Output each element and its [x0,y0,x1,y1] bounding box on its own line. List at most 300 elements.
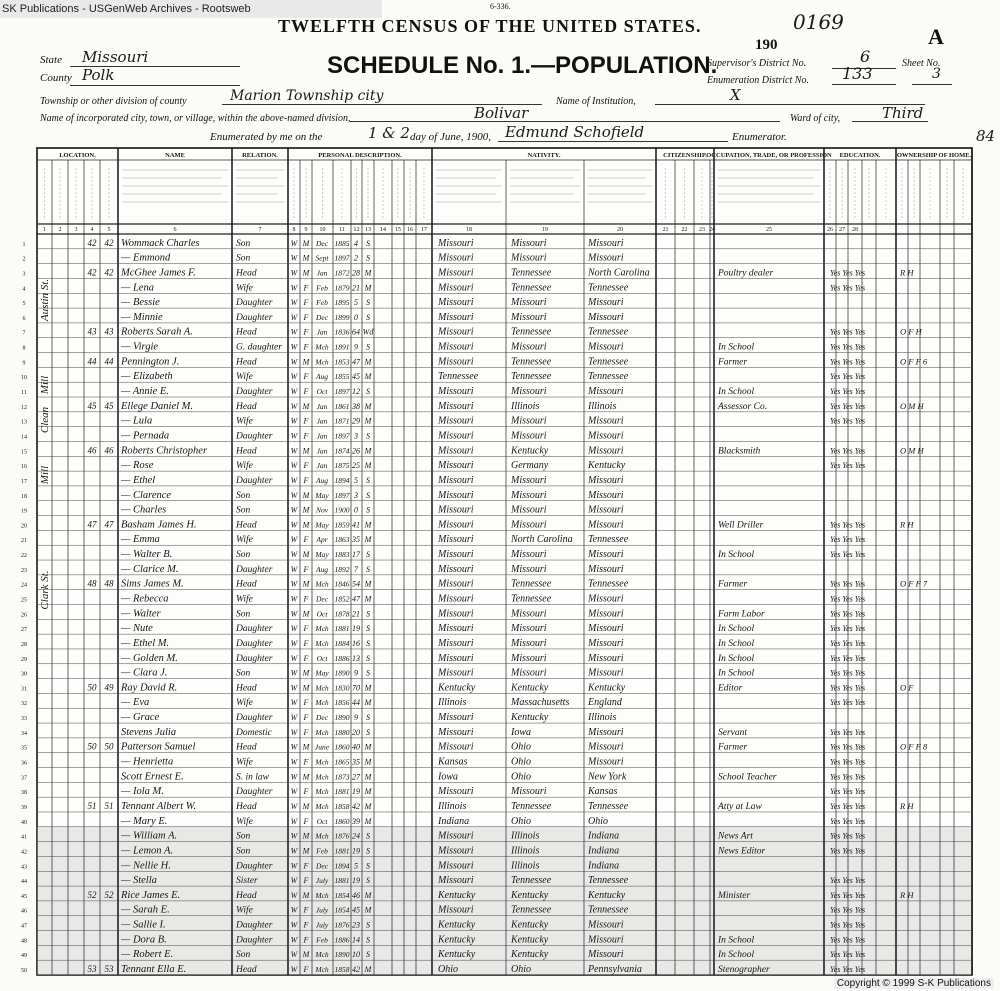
row-own: R H [900,267,914,278]
row-year: 1890 [334,950,350,960]
row-father-bp: Missouri [511,311,547,323]
row-year: 1881 [334,876,350,886]
row-edu: Yes Yes Yes [830,965,866,974]
row-dwelling: 46 [87,445,97,456]
row-year: 1881 [334,787,350,797]
row-color: W [290,594,298,604]
row-birthplace: Kentucky [438,949,476,961]
row-color: W [290,950,298,960]
row-birthplace: Kentucky [438,889,476,901]
row-age: 70 [352,683,360,693]
row-month: Oct [316,653,328,663]
row-year: 1876 [334,920,350,930]
row-sex: M [302,357,310,367]
row-color: W [290,668,298,678]
row-age: 42 [352,801,360,811]
row-line: 31 [21,686,27,693]
row-month: Dec [315,312,329,322]
row-month: Oct [316,816,328,826]
row-line: 1 [22,241,26,248]
row-line: 3 [22,271,26,278]
row-color: W [290,890,298,900]
row-mother-bp: Kentucky [588,460,626,472]
row-year: 1853 [334,357,350,367]
row-edu: Yes Yes Yes [830,550,866,560]
row-mother-bp: Missouri [588,489,624,501]
row-marital: M [364,461,372,471]
row-marital: S [366,713,370,723]
row-marital: S [366,475,370,485]
column-group-title: RELATION. [242,152,278,159]
row-year: 1895 [334,298,350,308]
row-father-bp: Tennessee [511,282,552,294]
row-name: Ray David R. [121,682,178,694]
page-title: TWELFTH CENSUS OF THE UNITED STATES. [278,16,702,36]
row-relation: Wife [236,372,253,383]
row-color: W [290,935,298,945]
column-number: 28 [852,227,858,233]
row-color: W [290,831,298,841]
row-line: 25 [21,597,27,604]
row-color: W [290,564,298,574]
row-month: July [315,876,329,886]
row-mother-bp: Pennsylvania [588,964,642,975]
row-color: W [290,401,298,411]
row-age: 19 [352,846,360,856]
row-mother-bp: Kentucky [588,682,626,694]
row-edu: Yes Yes Yes [830,801,866,811]
row-line: 19 [21,508,27,515]
column-number: 11 [339,227,345,233]
row-month: Mch [315,727,329,737]
row-relation: Son [236,609,251,620]
row-relation: Head [236,357,257,368]
row-month: Dec [315,713,329,723]
row-sex: M [302,609,310,619]
column-group-title: NATIVITY. [527,152,561,159]
row-age: 54 [352,579,360,589]
row-edu: Yes Yes Yes [830,401,866,411]
row-father-bp: Tennessee [511,267,552,279]
row-relation: Wife [236,698,253,709]
row-relation: Son [236,668,251,679]
row-relation: Son [236,846,251,857]
row-occupation: Assessor Co. [718,401,768,412]
row-name: — Rose [121,460,154,472]
row-month: Mch [315,757,329,767]
row-birthplace: Kentucky [438,919,476,931]
row-year: 1881 [334,624,350,634]
row-relation: Daughter [236,475,273,486]
row-edu: Yes Yes Yes [830,683,866,693]
row-sex: F [303,342,309,352]
row-name: Tennant Albert W. [121,800,197,812]
row-color: W [290,268,298,278]
row-age: 20 [352,727,360,737]
row-own: O F F 7 [900,578,928,589]
row-color: W [290,253,298,263]
row-line: 17 [21,478,27,485]
enum-district-label: Enumeration District No. [707,75,809,86]
row-relation: Head [236,801,257,812]
row-birthplace: Missouri [438,415,474,427]
row-marital: M [364,698,372,708]
row-sex: F [303,965,309,974]
row-birthplace: Missouri [438,311,474,323]
row-dwelling: 43 [87,326,97,337]
row-relation: Head [236,742,257,753]
row-line: 49 [21,953,27,960]
row-year: 1860 [334,816,350,826]
row-father-bp: Missouri [511,667,547,679]
row-marital: M [364,594,372,604]
row-age: 5 [354,475,358,485]
row-birthplace: Missouri [438,712,474,724]
row-year: 1894 [334,475,350,485]
row-family: 51 [104,800,114,811]
row-sex: F [303,935,309,945]
row-edu: Yes Yes Yes [830,935,866,945]
row-relation: Head [236,683,257,694]
row-age: 4 [354,238,358,248]
row-birthplace: Kentucky [438,934,476,946]
row-edu: Yes Yes Yes [830,653,866,663]
row-month: Mch [315,772,329,782]
row-marital: S [366,253,370,263]
row-name: — Nellie H. [121,860,171,872]
row-age: 0 [354,312,358,322]
state-label: State [40,54,62,66]
row-relation: Son [236,490,251,501]
row-birthplace: Missouri [438,445,474,457]
row-age: 9 [354,713,358,723]
row-color: W [290,475,298,485]
row-sex: F [303,298,309,308]
column-number: 9 [304,227,308,233]
column-number: 3 [74,227,78,233]
row-family: 45 [104,400,114,411]
row-father-bp: Missouri [511,474,547,486]
row-sex: M [302,490,310,500]
row-line: 36 [21,760,27,767]
row-father-bp: Kentucky [511,949,549,961]
row-age: 45 [352,372,360,382]
row-dwelling: 47 [87,519,97,530]
township-value: Marion Township city [230,88,384,104]
row-marital: M [364,683,372,693]
row-edu: Yes Yes Yes [830,876,866,886]
row-line: 29 [21,656,27,663]
row-mother-bp: Tennessee [588,578,629,590]
row-month: Mch [315,357,329,367]
row-age: 0 [354,505,358,515]
row-age: 21 [352,283,360,293]
row-marital: S [366,490,370,500]
row-occupation: In School [718,935,755,946]
row-father-bp: Missouri [511,489,547,501]
row-father-bp: Ohio [511,741,531,753]
row-relation: Wife [236,757,253,768]
row-relation: Son [236,831,251,842]
row-sex: F [303,816,309,826]
row-line: 40 [21,819,27,826]
column-number: 19 [542,227,548,233]
row-sex: F [303,387,309,397]
row-father-bp: Iowa [511,726,531,738]
row-month: Sept [315,253,329,263]
row-birthplace: Missouri [438,904,474,916]
row-relation: Daughter [236,787,273,798]
row-relation: Head [236,268,257,279]
row-name: Tennant Ella E. [121,964,187,975]
row-relation: Wife [236,816,253,827]
row-marital: M [364,268,372,278]
county-value: Polk [82,66,115,84]
row-own: O F [900,682,914,693]
row-birthplace: Missouri [438,608,474,620]
row-relation: Daughter [236,653,273,664]
row-marital: M [364,890,372,900]
row-marital: S [366,861,370,871]
row-age: 42 [352,965,360,974]
row-name: Pennington J. [121,356,180,368]
row-color: W [290,372,298,382]
row-relation: Daughter [236,713,273,724]
row-sex: M [302,668,310,678]
row-line: 33 [21,716,27,723]
row-father-bp: Kentucky [511,445,549,457]
column-number: 20 [617,227,623,233]
row-relation: Daughter [236,920,273,931]
row-color: W [290,624,298,634]
row-mother-bp: Missouri [588,549,624,561]
row-sex: M [302,238,310,248]
row-marital: S [366,312,370,322]
row-sex: F [303,475,309,485]
row-mother-bp: Kansas [588,786,618,798]
row-birthplace: Missouri [438,623,474,635]
row-line: 39 [21,804,27,811]
row-mother-bp: Missouri [588,445,624,457]
row-age: 25 [352,461,360,471]
row-occupation: Servant [718,727,748,738]
row-color: W [290,965,298,974]
row-father-bp: Ohio [511,815,531,827]
row-mother-bp: Tennessee [588,282,629,294]
row-mother-bp: Tennessee [588,534,629,546]
row-dwelling: 45 [87,400,97,411]
row-family: 44 [104,356,114,367]
row-relation: Daughter [236,935,273,946]
row-year: 1885 [334,238,350,248]
row-age: 47 [352,357,360,367]
column-number: 6 [173,227,177,233]
row-sex: M [302,801,310,811]
row-line: 13 [21,419,27,426]
row-month: Aug [315,564,329,574]
row-edu: Yes Yes Yes [830,387,866,397]
row-year: 1861 [334,401,350,411]
column-group-title: OCCUPATION, TRADE, OR PROFESSION [706,152,832,159]
row-father-bp: Missouri [511,549,547,561]
row-month: Feb [316,298,328,308]
row-age: 29 [352,416,360,426]
row-sex: M [302,772,310,782]
row-age: 47 [352,594,360,604]
row-marital: M [364,535,372,545]
row-father-bp: Tennessee [511,904,552,916]
row-relation: Son [236,950,251,961]
row-year: 1892 [334,564,350,574]
row-mother-bp: Missouri [588,504,624,516]
row-age: 3 [354,490,358,500]
row-line: 47 [21,923,27,930]
row-edu: Yes Yes Yes [830,757,866,767]
row-name: Sims James M. [121,578,184,590]
row-birthplace: Missouri [438,504,474,516]
row-sex: M [302,890,310,900]
row-relation: Daughter [236,312,273,323]
row-marital: S [366,342,370,352]
row-relation: Head [236,401,257,412]
row-year: 1890 [334,713,350,723]
row-age: 14 [352,935,360,945]
row-father-bp: Ohio [511,771,531,783]
row-month: Mch [315,698,329,708]
row-edu: Yes Yes Yes [830,638,866,648]
row-relation: Daughter [236,431,273,442]
row-father-bp: Missouri [511,563,547,575]
row-occupation: News Art [718,831,753,842]
row-edu: Yes Yes Yes [830,609,866,619]
row-line: 6 [22,315,26,322]
row-sex: F [303,312,309,322]
row-age: 3 [354,431,358,441]
row-father-bp: Missouri [511,252,547,264]
row-line: 20 [21,523,27,530]
row-birthplace: Indiana [438,815,470,827]
row-name: — Lemon A. [121,845,174,857]
row-year: 1897 [334,253,350,263]
row-age: 5 [354,861,358,871]
row-marital: S [366,876,370,886]
row-edu: Yes Yes Yes [830,742,866,752]
row-age: 41 [352,520,360,530]
row-year: 1891 [334,342,350,352]
row-color: W [290,535,298,545]
row-edu: Yes Yes Yes [830,698,866,708]
row-line: 37 [21,775,27,782]
row-father-bp: Missouri [511,430,547,442]
column-number: 16 [407,227,413,233]
row-age: 2 [354,253,358,263]
row-family: 46 [104,445,114,456]
row-line: 34 [21,730,27,737]
row-name: Wommack Charles [121,237,200,249]
row-mother-bp: Tennessee [588,800,629,812]
county-label: County [40,72,72,84]
row-mother-bp: Missouri [588,667,624,679]
row-mother-bp: Missouri [588,341,624,353]
row-color: W [290,683,298,693]
row-birthplace: Tennessee [438,371,479,383]
row-color: W [290,920,298,930]
row-sex: M [302,683,310,693]
row-color: W [290,742,298,752]
row-name: — Lula [121,415,153,427]
row-birthplace: Missouri [438,875,474,887]
row-relation: Son [236,253,251,264]
row-name: — Iola M. [121,786,164,798]
row-dwelling: 50 [87,741,97,752]
row-month: Jan [316,446,328,456]
form-number: 6-336. [490,2,511,11]
row-age: 44 [352,698,360,708]
column-number: 15 [395,227,401,233]
column-number: 22 [681,227,688,233]
column-number: 12 [353,227,360,233]
row-marital: M [364,757,372,767]
row-line: 21 [21,538,27,545]
row-birthplace: Missouri [438,474,474,486]
row-line: 26 [21,612,27,619]
row-year: 1897 [334,431,350,441]
row-relation: Daughter [236,387,273,398]
row-occupation: In School [718,624,755,635]
row-name: — Annie E. [121,386,169,398]
row-age: 46 [352,890,360,900]
row-mother-bp: Indiana [588,845,620,857]
row-marital: S [366,564,370,574]
column-number: 17 [421,227,427,233]
row-marital: S [366,638,370,648]
row-name: — Golden M. [121,652,178,664]
row-line: 45 [21,893,27,900]
row-line: 16 [21,464,27,471]
row-family: 42 [104,267,114,278]
column-group-title: EDUCATION. [839,152,881,159]
row-occupation: Editor [718,683,743,694]
column-number: 2 [58,227,62,233]
row-own: O M H [900,400,924,411]
row-family: 52 [104,889,114,900]
row-year: 1879 [334,283,350,293]
row-occupation: In School [718,668,755,679]
row-occupation: In School [718,653,755,664]
row-birthplace: Missouri [438,860,474,872]
row-color: W [290,861,298,871]
row-birthplace: Missouri [438,460,474,472]
row-relation: Wife [236,594,253,605]
row-month: May [315,550,329,560]
ward-value: Third [882,104,924,122]
row-mother-bp: Kentucky [588,889,626,901]
row-birthplace: Kansas [438,756,468,768]
row-father-bp: Germany [511,460,549,472]
row-age: 40 [352,742,360,752]
row-mother-bp: Missouri [588,519,624,531]
row-name: — Elizabeth [121,371,173,383]
row-name: — Virgie [121,341,159,353]
row-color: W [290,579,298,589]
row-color: W [290,727,298,737]
row-year: 1854 [334,905,350,915]
row-month: Feb [316,283,328,293]
row-age: 35 [352,757,360,767]
row-mother-bp: Missouri [588,252,624,264]
row-color: W [290,787,298,797]
row-mother-bp: Tennessee [588,875,629,887]
